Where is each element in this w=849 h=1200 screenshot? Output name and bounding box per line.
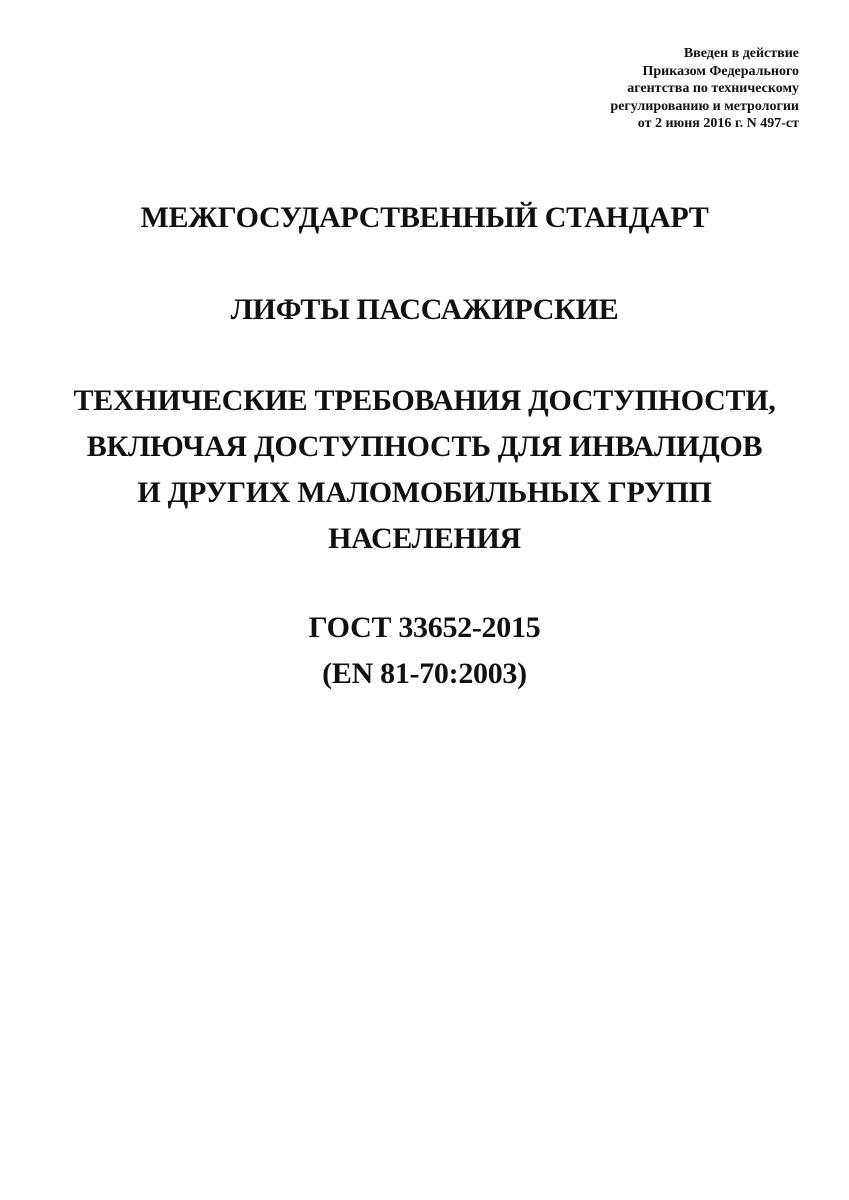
standard-designation	[0, 605, 849, 697]
document-subtitle	[0, 378, 849, 562]
subtitle-line-4: НАСЕЛЕНИЯ	[328, 522, 521, 555]
document-title: ЛИФТЫ ПАССАЖИРСКИЕ	[230, 293, 619, 326]
standard-designation-code: ГОСТ 33652-2015	[308, 611, 541, 644]
approval-note-line-1: Введен в действие	[683, 46, 799, 61]
approval-note-line-4: регулированию и метрологии	[610, 98, 799, 114]
standard-designation-en-reference: (EN 81-70:2003)	[322, 657, 527, 690]
subtitle-line-1: ТЕХНИЧЕСКИЕ ТРЕБОВАНИЯ ДОСТУПНОСТИ,	[73, 384, 776, 417]
approval-note-line-2: Приказом Федерального	[642, 63, 799, 79]
approval-note-line-3: агентства по техническому	[627, 81, 799, 96]
standard-type-heading: МЕЖГОСУДАРСТВЕННЫЙ СТАНДАРТ	[140, 201, 709, 234]
approval-note-line-5: от 2 июня 2016 г. N 497-ст	[637, 116, 799, 131]
subtitle-line-3: И ДРУГИХ МАЛОМОБИЛЬНЫХ ГРУПП	[137, 476, 712, 509]
approval-note	[610, 45, 799, 133]
subtitle-line-2: ВКЛЮЧАЯ ДОСТУПНОСТЬ ДЛЯ ИНВАЛИДОВ	[86, 430, 763, 463]
